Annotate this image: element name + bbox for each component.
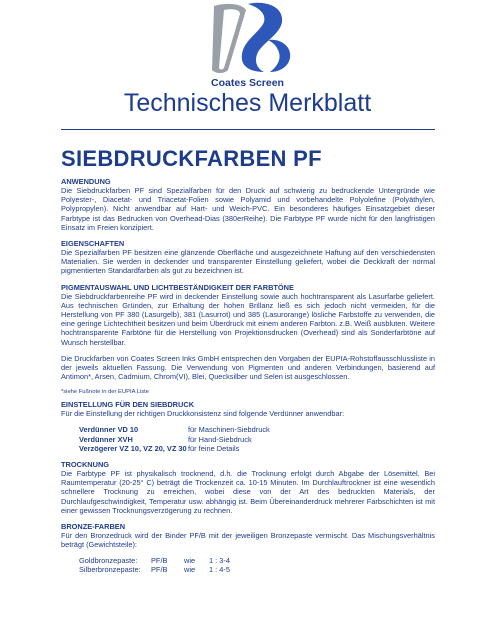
bronze-binder: PF/B (151, 556, 168, 566)
bronze-paste: Silberbronzepaste: (79, 565, 141, 575)
thinner-name: Verdünner XVH (79, 434, 133, 444)
thinner-name: Verdünner VD 10 (79, 425, 139, 435)
section-text-pigment: Die Siebdruckfarbenreihe PF wird in deckender Einstellung sowie auch hochtransparent als Lasurfarbe geliefert. Aus technischen Gründen, zur Erhaltung der hohen Brillanz ließ es sich jedoch nicht vermeiden, für die Herstellung von PF 380 (Lasurgelb), 381 (Lasurrot) und 385 (Lasurorange) lösliche Farbstoffe zu verwenden, die eine geringe Lichtechtheit besitzen und beim Überdruck mit einem anderen Farbton. z.B. Weiß ausbluten. Weitere hochtransparente Farbtöne für die Herstellung von Projektionsdrucken (Overhead) sind als Sonderfarbtöne auf Wunsch herstellbar. (61, 291, 435, 347)
thinner-name: Verzögerer VZ 10, VZ 20, VZ 30 (79, 443, 187, 453)
thinner-row (61, 425, 435, 434)
bronze-paste: Goldbronzepaste: (79, 556, 138, 566)
section-text-trocknung: Die Farbtype PF ist physikalisch trocknend, d.h. die Trocknung erfolgt durch Abgabe der Lösemittel. Bei Raumtemperatur (20-25° C) beträgt die Trockenzeit ca. 10-15 Minuten. Im Durchlauftrockner ist eine wesentlich schnellere Trocknung zu erreichen, wobei diese von der Art des bedruckten Materials, der Durchlaufgeschwindigkeit, Temperatur usw. abhängig ist. Beim Übereinanderdruck mehrerer Farbschichten ist mit einer gewissen Trocknungsverzögerung zu rechnen. (61, 469, 435, 515)
footnote: *siehe Fußnote in der EUPIA Liste (61, 389, 149, 396)
section-heading-eigenschaften: EIGENSCHAFTEN (61, 238, 125, 248)
header-divider (61, 129, 435, 130)
thinner-use: für Maschinen-Siebdruck (188, 425, 270, 435)
thinner-row (61, 444, 435, 453)
product-title: SIEBDRUCKFARBEN PF (61, 146, 322, 171)
section-heading-pigment: PIGMENTAUSWAHL UND LICHTBESTÄNDIGKEIT DER FARBTÖNE (61, 282, 294, 292)
section-heading-anwendung: ANWENDUNG (61, 177, 111, 186)
bronze-wie: wie (184, 556, 196, 566)
thinner-use: für feine Details (188, 443, 240, 453)
section-text-bronze: Für den Bronzedruck wird der Binder PF/B mit der jeweiligen Bronzepaste vermischt. Das Mischungsverhältnis beträgt (Gewichtsteile): (61, 531, 435, 550)
section-text-anwendung: Die Siebdruckfarben PF sind Spezialfarben für den Druck auf schwierig zu bedruckende Untergründe wie Polyester-, Diacetat- und Triacetat-Folien sowie Polyamid und vorbehandelte Polyolefine (Polyäthylen, Polypropylen). Nicht anwendbar auf Hart- und Weich-PVC. Ein besonderes häufiges Einsatzgebiet dieser Farbtype ist das Bedrucken von Overhead-Dias (380erReihe). Die Farbtype PF wurde nicht für den langfristigen Einsatz im Freien konzipiert. (61, 186, 435, 232)
coates-screen-logo-icon (194, 0, 299, 80)
bronze-wie: wie (184, 565, 196, 575)
thinner-row (61, 435, 435, 444)
section-text-eigenschaften: Die Spezialfarben PF besitzen eine glänzende Oberfläche und ausgezeichnete Haftung auf den verschiedensten Materialien. Sie werden in deckender und transparenter Einstellung geliefert, wobei die Deckkraft der normal pigmentierten Standardfarben als gut zu bezeichnen ist. (61, 248, 435, 276)
section-text-pigment-eupia: Die Druckfarben von Coates Screen Inks GmbH entsprechen den Vorgaben der EUPIA-Rohstoffausschlussliste in der jeweils aktuellen Fassung. Die Verwendung von Pigmenten und anderen Verbindungen, basierend auf Antimon*, Arsen, Cadmium, Chrom(VI), Blei, Quecksilber und Selen ist ausgeschlossen. (61, 353, 435, 381)
brand-name: Coates Screen (211, 77, 284, 89)
thinner-use: für Hand-Siebdruck (188, 434, 252, 444)
document-title: Technisches Merkblatt (123, 89, 372, 117)
bronze-row (61, 565, 435, 574)
bronze-ratio: 1 : 3-4 (209, 556, 230, 566)
document-body (61, 177, 435, 575)
section-heading-bronze: BRONZE-FARBEN (61, 521, 126, 531)
bronze-binder: PF/B (151, 565, 168, 575)
bronze-row (61, 556, 435, 565)
bronze-ratio: 1 : 4-5 (209, 565, 230, 575)
section-heading-einstellung: EINSTELLUNG FÜR DEN SIEBDRUCK (61, 400, 195, 410)
section-heading-trocknung: TROCKNUNG (61, 459, 110, 469)
section-text-einstellung: Für die Einstellung der richtigen Druckkonsistenz sind folgende Verdünner anwendbar: (61, 409, 345, 419)
